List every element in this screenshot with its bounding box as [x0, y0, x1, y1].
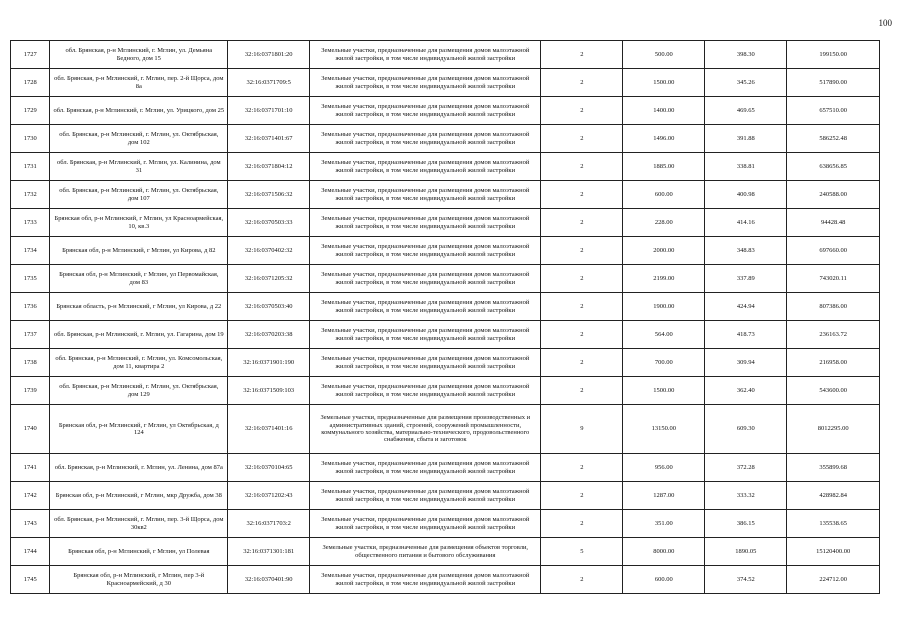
- row-number-cell: 1731: [11, 153, 50, 181]
- address-cell: обл. Брянская, р-н Мглинский, г. Мглин, пер. 2-й Щорса, дом 8а: [50, 69, 228, 97]
- specific-value-cell: 398.30: [705, 41, 787, 69]
- use-group-cell: 2: [541, 293, 623, 321]
- cadastral-value-cell: 236163.72: [787, 321, 880, 349]
- table-body: [11, 41, 880, 594]
- use-group-cell: 2: [541, 237, 623, 265]
- row-number-cell: 1732: [11, 181, 50, 209]
- area-cell: 600.00: [623, 181, 705, 209]
- cadastral-number-cell: 32:16:0371804:12: [228, 153, 310, 181]
- table-row: [11, 377, 880, 405]
- use-group-cell: 2: [541, 377, 623, 405]
- address-cell: обл. Брянская, р-н Мглинский, г. Мглин, ул. Октябрьская, дом 102: [50, 125, 228, 153]
- table-row: [11, 153, 880, 181]
- cadastral-value-cell: 216958.00: [787, 349, 880, 377]
- specific-value-cell: 400.98: [705, 181, 787, 209]
- specific-value-cell: 469.65: [705, 97, 787, 125]
- table-row: [11, 69, 880, 97]
- row-number-cell: 1739: [11, 377, 50, 405]
- cadastral-value-cell: 807386.00: [787, 293, 880, 321]
- specific-value-cell: 414.16: [705, 209, 787, 237]
- area-cell: 956.00: [623, 454, 705, 482]
- address-cell: обл. Брянская, р-н Мглинский, г. Мглин, ул. Калинина, дом 31: [50, 153, 228, 181]
- row-number-cell: 1727: [11, 41, 50, 69]
- row-number-cell: 1745: [11, 566, 50, 594]
- specific-value-cell: 418.73: [705, 321, 787, 349]
- area-cell: 500.00: [623, 41, 705, 69]
- specific-value-cell: 609.30: [705, 405, 787, 454]
- permitted-use-cell: Земельные участки, предназначенные для размещения домов малоэтажной жилой застройки, в том числе индивидуальной жилой застройки: [310, 377, 541, 405]
- row-number-cell: 1728: [11, 69, 50, 97]
- cadastral-number-cell: 32:16:0371401:67: [228, 125, 310, 153]
- address-cell: обл. Брянская, р-н Мглинский, г. Мглин, ул. Гагарина, дом 19: [50, 321, 228, 349]
- specific-value-cell: 345.26: [705, 69, 787, 97]
- address-cell: обл. Брянская, р-н Мглинский, г. Мглин, ул. Октябрьская, дом 129: [50, 377, 228, 405]
- address-cell: Брянская обл, р-н Мглинский, г Мглин, ул Полевая: [50, 538, 228, 566]
- permitted-use-cell: Земельные участки, предназначенные для размещения домов малоэтажной жилой застройки, в том числе индивидуальной жилой застройки: [310, 321, 541, 349]
- area-cell: 351.00: [623, 510, 705, 538]
- address-cell: обл. Брянская, р-н Мглинский, г. Мглин, пер. 3-й Щорса, дом 30кв2: [50, 510, 228, 538]
- area-cell: 13150.00: [623, 405, 705, 454]
- use-group-cell: 2: [541, 97, 623, 125]
- cadastral-value-cell: 199150.00: [787, 41, 880, 69]
- row-number-cell: 1737: [11, 321, 50, 349]
- area-cell: 1500.00: [623, 69, 705, 97]
- address-cell: Брянская обл, р-н Мглинский, г Мглин, ул Первомайская, дом 83: [50, 265, 228, 293]
- table-row: [11, 566, 880, 594]
- area-cell: 2199.00: [623, 265, 705, 293]
- cadastral-value-cell: 94428.48: [787, 209, 880, 237]
- cadastral-number-cell: 32:16:0371801:20: [228, 41, 310, 69]
- cadastral-number-cell: 32:16:0370203:38: [228, 321, 310, 349]
- cadastral-value-cell: 8012295.00: [787, 405, 880, 454]
- specific-value-cell: 333.32: [705, 482, 787, 510]
- row-number-cell: 1730: [11, 125, 50, 153]
- cadastral-value-cell: 743020.11: [787, 265, 880, 293]
- cadastral-number-cell: 32:16:0371509:103: [228, 377, 310, 405]
- specific-value-cell: 424.94: [705, 293, 787, 321]
- permitted-use-cell: Земельные участки, предназначенные для размещения домов малоэтажной жилой застройки, в том числе индивидуальной жилой застройки: [310, 566, 541, 594]
- address-cell: обл. Брянская, р-н Мглинский, г. Мглин, ул. Ленина, дом 87а: [50, 454, 228, 482]
- address-cell: Брянская обл, р-н Мглинский, г Мглин, пер 3-й Красноармейский, д 30: [50, 566, 228, 594]
- row-number-cell: 1733: [11, 209, 50, 237]
- permitted-use-cell: Земельные участки, предназначенные для размещения объектов торговли, общественного питания и бытового обслуживания: [310, 538, 541, 566]
- permitted-use-cell: Земельные участки, предназначенные для размещения домов малоэтажной жилой застройки, в том числе индивидуальной жилой застройки: [310, 41, 541, 69]
- specific-value-cell: 362.40: [705, 377, 787, 405]
- table-row: [11, 321, 880, 349]
- cadastral-value-cell: 697660.00: [787, 237, 880, 265]
- address-cell: обл. Брянская, р-н Мглинский, г. Мглин, ул. Октябрьская, дом 107: [50, 181, 228, 209]
- address-cell: Брянская область, р-н Мглинский, г Мглин, ул Кирова, д 22: [50, 293, 228, 321]
- area-cell: 1885.00: [623, 153, 705, 181]
- cadastral-number-cell: 32:16:0371901:190: [228, 349, 310, 377]
- area-cell: 1900.00: [623, 293, 705, 321]
- area-cell: 1500.00: [623, 377, 705, 405]
- cadastral-number-cell: 32:16:0371301:181: [228, 538, 310, 566]
- page-number: 100: [878, 18, 892, 28]
- table-row: [11, 482, 880, 510]
- permitted-use-cell: Земельные участки, предназначенные для размещения домов малоэтажной жилой застройки, в том числе индивидуальной жилой застройки: [310, 349, 541, 377]
- address-cell: Брянская обл, р-н Мглинский, г Мглин, мкр Дружба, дом 38: [50, 482, 228, 510]
- specific-value-cell: 372.28: [705, 454, 787, 482]
- permitted-use-cell: Земельные участки, предназначенные для размещения домов малоэтажной жилой застройки, в том числе индивидуальной жилой застройки: [310, 482, 541, 510]
- land-registry-table: [10, 40, 880, 594]
- cadastral-value-cell: 586252.48: [787, 125, 880, 153]
- use-group-cell: 2: [541, 41, 623, 69]
- table-row: [11, 405, 880, 454]
- table-row: [11, 125, 880, 153]
- row-number-cell: 1735: [11, 265, 50, 293]
- address-cell: обл. Брянская, р-н Мглинский, г. Мглин, ул. Комсомольская, дом 11, квартира 2: [50, 349, 228, 377]
- address-cell: обл. Брянская, р-н Мглинский, г. Мглин, ул. Урицкого, дом 25: [50, 97, 228, 125]
- cadastral-number-cell: 32:16:0370503:33: [228, 209, 310, 237]
- area-cell: 2000.00: [623, 237, 705, 265]
- address-cell: обл. Брянская, р-н Мглинский, г. Мглин, ул. Демьяна Бедного, дом 15: [50, 41, 228, 69]
- use-group-cell: 5: [541, 538, 623, 566]
- cadastral-number-cell: 32:16:0370104:65: [228, 454, 310, 482]
- permitted-use-cell: Земельные участки, предназначенные для размещения домов малоэтажной жилой застройки, в том числе индивидуальной жилой застройки: [310, 265, 541, 293]
- row-number-cell: 1743: [11, 510, 50, 538]
- table-row: [11, 97, 880, 125]
- use-group-cell: 2: [541, 566, 623, 594]
- use-group-cell: 9: [541, 405, 623, 454]
- table-row: [11, 41, 880, 69]
- permitted-use-cell: Земельные участки, предназначенные для размещения домов малоэтажной жилой застройки, в том числе индивидуальной жилой застройки: [310, 69, 541, 97]
- cadastral-number-cell: 32:16:0371709:5: [228, 69, 310, 97]
- area-cell: 564.00: [623, 321, 705, 349]
- specific-value-cell: 374.52: [705, 566, 787, 594]
- table-row: [11, 265, 880, 293]
- permitted-use-cell: Земельные участки, предназначенные для размещения домов малоэтажной жилой застройки, в том числе индивидуальной жилой застройки: [310, 97, 541, 125]
- table-row: [11, 454, 880, 482]
- cadastral-number-cell: 32:16:0371401:16: [228, 405, 310, 454]
- cadastral-value-cell: 657510.00: [787, 97, 880, 125]
- use-group-cell: 2: [541, 265, 623, 293]
- cadastral-value-cell: 224712.00: [787, 566, 880, 594]
- area-cell: 228.00: [623, 209, 705, 237]
- cadastral-number-cell: 32:16:0371701:10: [228, 97, 310, 125]
- permitted-use-cell: Земельные участки, предназначенные для размещения домов малоэтажной жилой застройки, в том числе индивидуальной жилой застройки: [310, 125, 541, 153]
- permitted-use-cell: Земельные участки, предназначенные для размещения домов малоэтажной жилой застройки, в том числе индивидуальной жилой застройки: [310, 454, 541, 482]
- address-cell: Брянская обл, р-н Мглинский, г Мглин, ул Красноармейская, 10, кв.3: [50, 209, 228, 237]
- specific-value-cell: 337.89: [705, 265, 787, 293]
- address-cell: Брянская обл, р-н Мглинский, г Мглин, ул Кирова, д 82: [50, 237, 228, 265]
- specific-value-cell: 1890.05: [705, 538, 787, 566]
- use-group-cell: 2: [541, 510, 623, 538]
- cadastral-value-cell: 240588.00: [787, 181, 880, 209]
- cadastral-number-cell: 32:16:0370401:90: [228, 566, 310, 594]
- use-group-cell: 2: [541, 125, 623, 153]
- table-row: [11, 510, 880, 538]
- permitted-use-cell: Земельные участки, предназначенные для размещения домов малоэтажной жилой застройки, в том числе индивидуальной жилой застройки: [310, 153, 541, 181]
- specific-value-cell: 348.83: [705, 237, 787, 265]
- permitted-use-cell: Земельные участки, предназначенные для размещения домов малоэтажной жилой застройки, в том числе индивидуальной жилой застройки: [310, 293, 541, 321]
- row-number-cell: 1734: [11, 237, 50, 265]
- row-number-cell: 1744: [11, 538, 50, 566]
- permitted-use-cell: Земельные участки, предназначенные для размещения домов малоэтажной жилой застройки, в том числе индивидуальной жилой застройки: [310, 209, 541, 237]
- area-cell: 1496.00: [623, 125, 705, 153]
- permitted-use-cell: Земельные участки, предназначенные для размещения домов малоэтажной жилой застройки, в том числе индивидуальной жилой застройки: [310, 510, 541, 538]
- table-row: [11, 293, 880, 321]
- specific-value-cell: 338.81: [705, 153, 787, 181]
- table-row: [11, 538, 880, 566]
- cadastral-number-cell: 32:16:0371506:32: [228, 181, 310, 209]
- permitted-use-cell: Земельные участки, предназначенные для размещения производственных и административных зданий, строений, сооружений промышленности, коммунального хозяйства, материально-технического, продовольственного снабжения, сбыта и заготовок: [310, 405, 541, 454]
- cadastral-value-cell: 135538.65: [787, 510, 880, 538]
- area-cell: 8000.00: [623, 538, 705, 566]
- area-cell: 600.00: [623, 566, 705, 594]
- table-row: [11, 237, 880, 265]
- table-row: [11, 209, 880, 237]
- table-row: [11, 349, 880, 377]
- specific-value-cell: 386.15: [705, 510, 787, 538]
- row-number-cell: 1742: [11, 482, 50, 510]
- use-group-cell: 2: [541, 321, 623, 349]
- address-cell: Брянская обл, р-н Мглинский, г Мглин, ул Октябрьская, д 124: [50, 405, 228, 454]
- cadastral-value-cell: 517890.00: [787, 69, 880, 97]
- cadastral-value-cell: 428982.84: [787, 482, 880, 510]
- cadastral-value-cell: 543600.00: [787, 377, 880, 405]
- permitted-use-cell: Земельные участки, предназначенные для размещения домов малоэтажной жилой застройки, в том числе индивидуальной жилой застройки: [310, 237, 541, 265]
- specific-value-cell: 391.88: [705, 125, 787, 153]
- permitted-use-cell: Земельные участки, предназначенные для размещения домов малоэтажной жилой застройки, в том числе индивидуальной жилой застройки: [310, 181, 541, 209]
- row-number-cell: 1740: [11, 405, 50, 454]
- cadastral-number-cell: 32:16:0370503:40: [228, 293, 310, 321]
- cadastral-value-cell: 15120400.00: [787, 538, 880, 566]
- cadastral-value-cell: 638656.85: [787, 153, 880, 181]
- area-cell: 1287.00: [623, 482, 705, 510]
- area-cell: 700.00: [623, 349, 705, 377]
- use-group-cell: 2: [541, 454, 623, 482]
- row-number-cell: 1738: [11, 349, 50, 377]
- row-number-cell: 1729: [11, 97, 50, 125]
- specific-value-cell: 309.94: [705, 349, 787, 377]
- use-group-cell: 2: [541, 482, 623, 510]
- cadastral-number-cell: 32:16:0371202:43: [228, 482, 310, 510]
- area-cell: 1400.00: [623, 97, 705, 125]
- row-number-cell: 1736: [11, 293, 50, 321]
- table-row: [11, 181, 880, 209]
- use-group-cell: 2: [541, 69, 623, 97]
- use-group-cell: 2: [541, 209, 623, 237]
- use-group-cell: 2: [541, 181, 623, 209]
- cadastral-value-cell: 355899.68: [787, 454, 880, 482]
- cadastral-number-cell: 32:16:0371703:2: [228, 510, 310, 538]
- row-number-cell: 1741: [11, 454, 50, 482]
- cadastral-number-cell: 32:16:0371205:32: [228, 265, 310, 293]
- use-group-cell: 2: [541, 349, 623, 377]
- use-group-cell: 2: [541, 153, 623, 181]
- cadastral-number-cell: 32:16:0370402:32: [228, 237, 310, 265]
